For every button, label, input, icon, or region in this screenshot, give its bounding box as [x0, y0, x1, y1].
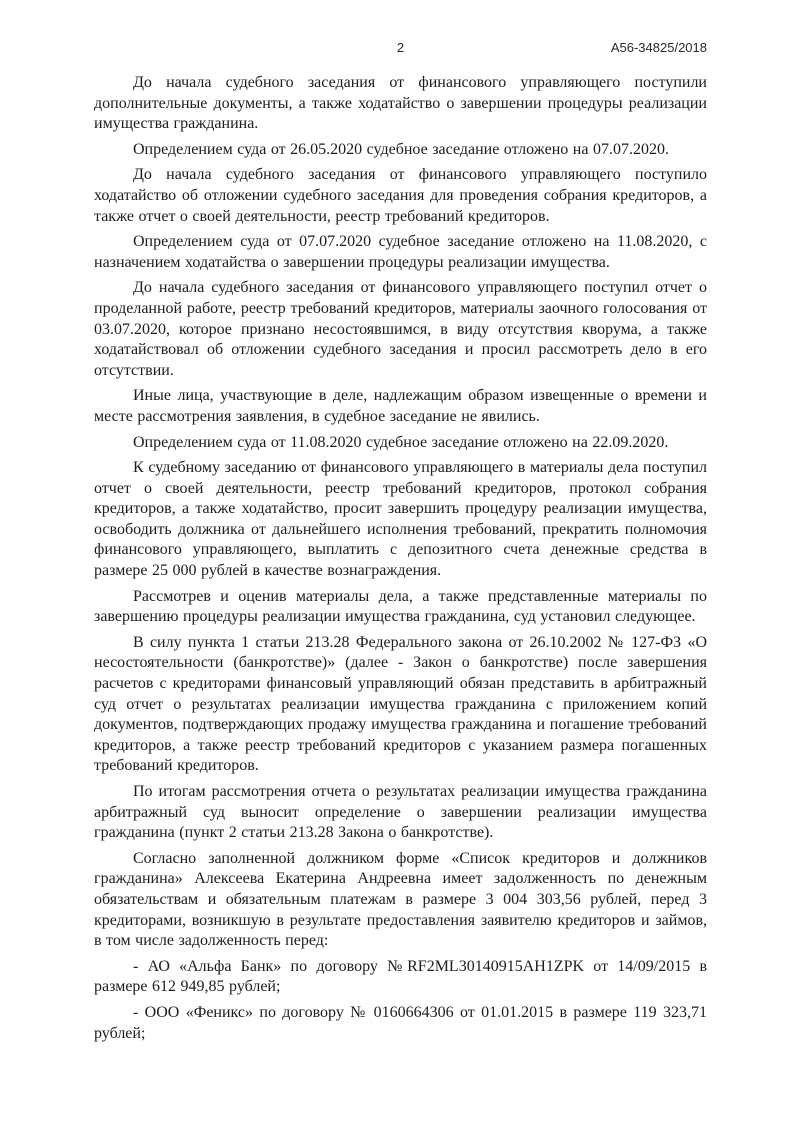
document-body	[94, 73, 707, 1049]
page-number: 2	[396, 40, 405, 55]
paragraph: До начала судебного заседания от финансового управляющего поступило ходатайство об отложении судебного заседания для проведения собрания кредиторов, а также отчет о своей деятельности, реестр требований кредиторов.	[94, 166, 707, 225]
paragraph: Определением суда от 07.07.2020 судебное заседание отложено на 11.08.2020, с назначением ходатайства о завершении процедуры реализации имущества.	[94, 233, 707, 271]
paragraph: Определением суда от 11.08.2020 судебное заседание отложено на 22.09.2020.	[133, 433, 669, 451]
paragraph: Иные лица, участвующие в деле, надлежащим образом извещенные о времени и месте рассмотрения заявления, в судебное заседание не явились.	[94, 387, 707, 425]
paragraph: Определением суда от 26.05.2020 судебное заседание отложено на 07.07.2020.	[133, 140, 669, 158]
paragraph: - АО «Альфа Банк» по договору №RF2ML30140915AH1ZPK от 14/09/2015 в размере 612 949,85 рублей;	[94, 957, 707, 996]
paragraph: До начала судебного заседания от финансового управляющего поступил отчет о проделанной работе, реестр требований кредиторов, материалы заочного голосования от 03.07.2020, которое признано несостоявшимся, в виду отсутствия кворума, а также ходатайствовал об отложении судебного заседания и просил рассмотреть дело в его отсутствии.	[94, 279, 707, 379]
paragraph: - ООО «Феникс» по договору № 0160664306 от 01.01.2015 в размере 119 323,71 рублей;	[94, 1003, 707, 1042]
paragraph: Согласно заполненной должником форме «Список кредиторов и должников гражданина» Алексеева Екатерина Андреевна имеет задолженность по денежным обязательствам и обязательным платежам в размере 3 004 303,56 рублей, перед 3 кредиторами, возникшую в результате предоставления заявителю кредиторов и займов, в том числе задолженность перед:	[94, 849, 707, 950]
case-number: А56-34825/2018	[610, 40, 707, 55]
paragraph: В силу пункта 1 статьи 213.28 Федерального закона от 26.10.2002 № 127-ФЗ «О несостоятельности (банкротстве)» (далее - Закон о банкротстве) после завершения расчетов с кредиторами финансовый управляющий обязан представить в арбитражный суд отчет о результатах реализации имущества гражданина с приложением копий документов, подтверждающих продажу имущества гражданина и погашение требований кредиторов, а также реестр требований кредиторов с указанием размера погашенных требований кредиторов.	[94, 633, 707, 775]
paragraph: До начала судебного заседания от финансового управляющего поступили дополнительные документы, а также ходатайство о завершении процедуры реализации имущества гражданина.	[94, 74, 707, 133]
paragraph: К судебному заседанию от финансового управляющего в материалы дела поступил отчет о своей деятельности, реестр требований кредиторов, протокол собрания кредиторов, а также ходатайство, просит завершить процедуру реализации имущества, освободить должника от дальнейшего исполнения требований, прекратить полномочия финансового управляющего, выплатить с депозитного счета денежные средства в размере 25 000 рублей в качестве вознаграждения.	[94, 459, 707, 580]
paragraph: Рассмотрев и оценив материалы дела, а также представленные материалы по завершению процедуры реализации имущества гражданина, суд установил следующее.	[94, 587, 707, 626]
paragraph: По итогам рассмотрения отчета о результатах реализации имущества гражданина арбитражный суд выносит определение о завершении реализации имущества гражданина (пункт 2 статьи 213.28 Закона о банкротстве).	[94, 783, 707, 842]
page-header	[94, 40, 707, 58]
